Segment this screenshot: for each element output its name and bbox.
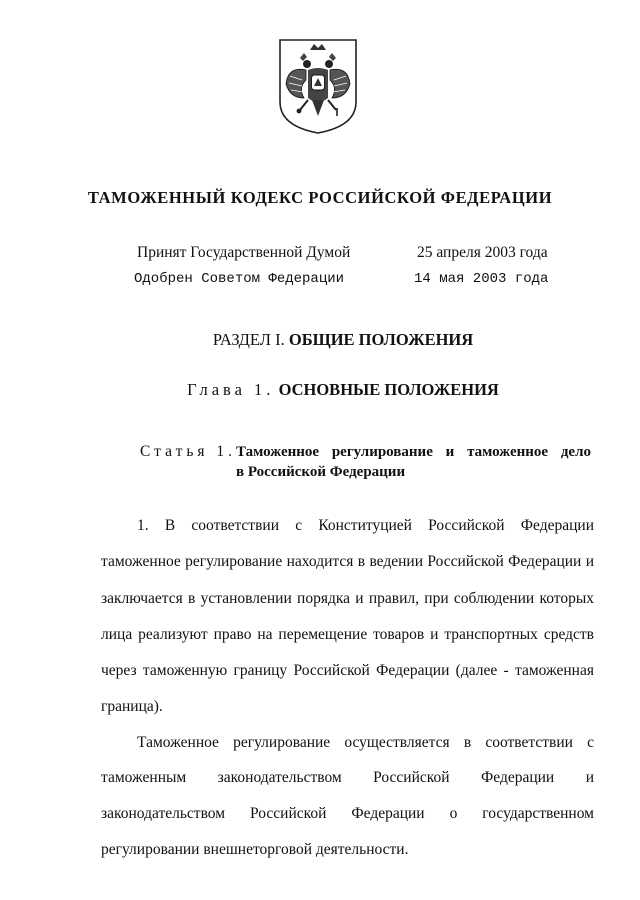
section-title: ОБЩИЕ ПОЛОЖЕНИЯ xyxy=(288,330,474,349)
chapter-heading xyxy=(0,380,640,400)
body-line: регулировании внешнеторговой деятельности. xyxy=(101,841,409,858)
body-line: таможенное регулирование находится в ведении Российской Федерации и xyxy=(101,553,594,570)
approved-by-council-label: Одобрен Советом Федерации xyxy=(134,271,345,287)
body-line: лица реализуют право на перемещение товаров и транспортных средств xyxy=(101,626,594,643)
article-title-line-1: Таможенное регулирование и таможенное дело xyxy=(236,444,591,460)
document-title: ТАМОЖЕННЫЙ КОДЕКС РОССИЙСКОЙ ФЕДЕРАЦИИ xyxy=(87,188,553,207)
body-line: граница). xyxy=(101,698,163,715)
body-line: заключается в установлении порядка и правил, при соблюдении которых xyxy=(101,590,594,607)
article-prefix: Статья 1. xyxy=(140,443,237,460)
body-line: Таможенное регулирование осуществляется в соответствии с xyxy=(137,734,594,751)
body-line: 1. В соответствии с Конституцией Российской Федерации xyxy=(137,517,594,534)
approved-by-council-date: 14 мая 2003 года xyxy=(414,271,549,287)
body-line: законодательством Российской Федерации о государственном xyxy=(101,805,594,822)
section-prefix: РАЗДЕЛ I. xyxy=(212,330,285,349)
russian-coat-of-arms-icon xyxy=(276,36,360,136)
article-title-line-2: в Российской Федерации xyxy=(236,464,406,480)
section-heading xyxy=(0,330,640,350)
chapter-title: ОСНОВНЫЕ ПОЛОЖЕНИЯ xyxy=(278,380,499,399)
body-line: таможенным законодательством Российской Федерации и xyxy=(101,769,594,786)
chapter-prefix: Глава 1. xyxy=(187,380,275,399)
body-line: через таможенную границу Российской Федерации (далее - таможенная xyxy=(101,662,594,679)
adopted-by-duma-date: 25 апреля 2003 года xyxy=(417,244,548,261)
adopted-by-duma-label: Принят Государственной Думой xyxy=(137,244,351,261)
